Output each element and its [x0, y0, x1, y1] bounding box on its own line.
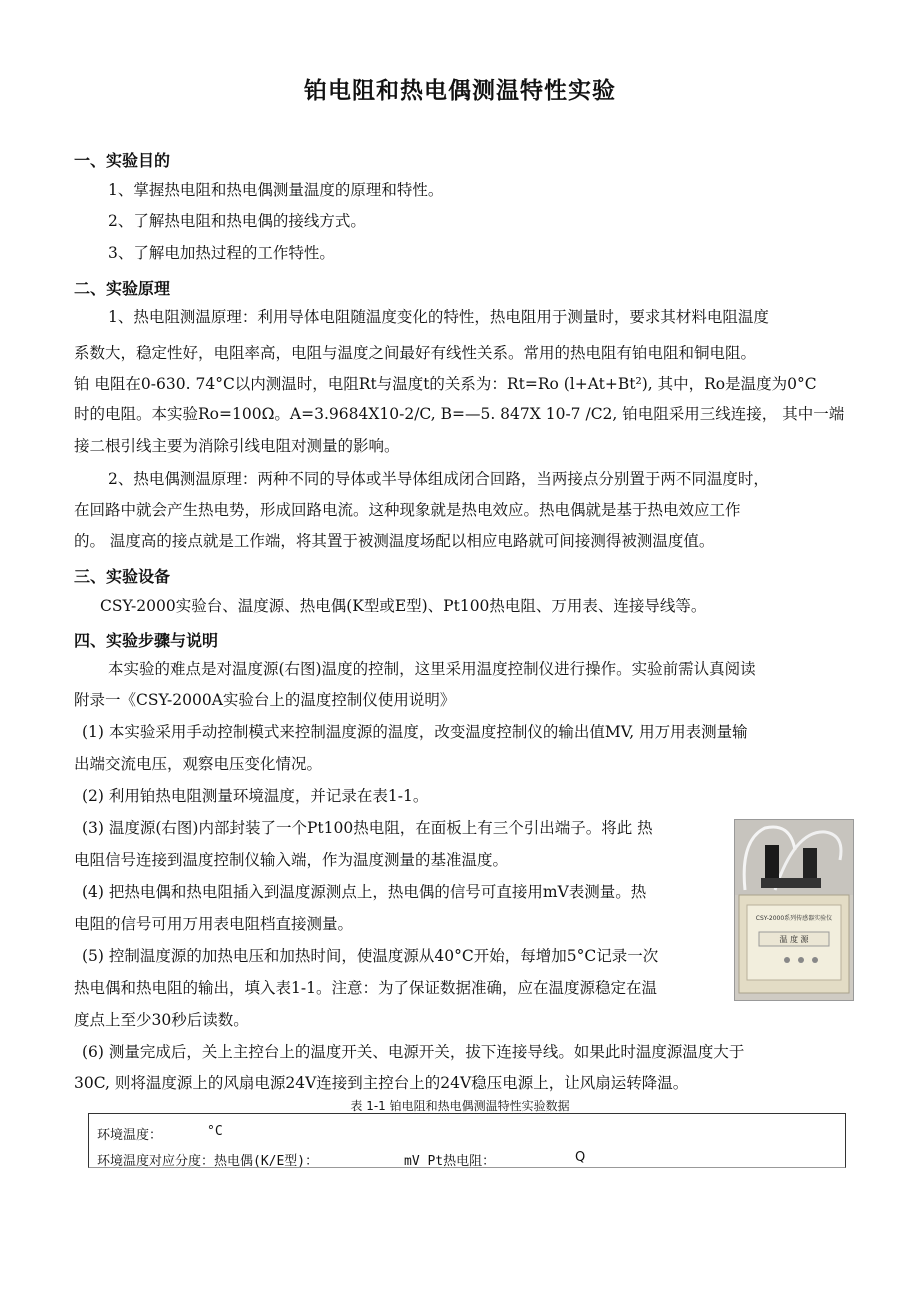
steps-line: (5) 控制温度源的加热电压和加热时间，使温度源从40°C开始，每增加5°C记录一次 — [82, 947, 659, 965]
temperature-source-photo — [734, 819, 854, 1001]
steps-line: 30C, 则将温度源上的风扇电源24V连接到主控台上的24V稳压电源上，让风扇运转降温。 — [74, 1074, 689, 1092]
steps-line: 度点上至少30秒后读数。 — [74, 1011, 249, 1029]
principle-line: 时的电阻。本实验Ro=100Ω。A=3.9684X10-2/C, B=—5. 847X 10-7 /C2, 铂电阻采用三线连接， 其中一端 — [74, 405, 845, 423]
principle-line: 2、热电偶测温原理：两种不同的导体或半导体组成闭合回路，当两接点分别置于两不同温度时， — [108, 470, 769, 488]
terminal-icon — [812, 957, 818, 963]
steps-line: (3) 温度源(右图)内部封装了一个Pt100热电阻，在面板上有三个引出端子。将此 热 — [82, 819, 653, 837]
terminal-icon — [798, 957, 804, 963]
purpose-item: 2、了解热电阻和热电偶的接线方式。 — [108, 212, 366, 230]
terminal-icon — [784, 957, 790, 963]
principle-line: 的。 温度高的接点就是工作端，将其置于被测温度场配以相应电路就可间接测得被测温度值。 — [74, 532, 715, 550]
table-caption: 表 1-1 铂电阻和热电偶测温特性实验数据 — [350, 1099, 570, 1113]
steps-line: 本实验的难点是对温度源(右图)温度的控制，这里采用温度控制仪进行操作。实验前需认真阅读 — [108, 660, 756, 678]
pt-resistor-label: mV Pt热电阻： — [404, 1154, 496, 1169]
ambient-temp-unit: °C — [207, 1124, 223, 1139]
ohm-unit: Q — [575, 1150, 586, 1165]
temperature-source-illustration — [735, 820, 853, 1000]
ambient-division-label: 环境温度对应分度：热电偶(K/E型)： — [97, 1154, 319, 1169]
principle-line: 在回路中就会产生热电势，形成回路电流。这种现象就是热电效应。热电偶就是基于热电效应工作 — [74, 501, 741, 519]
purpose-item: 1、掌握热电阻和热电偶测量温度的原理和特性。 — [108, 181, 444, 199]
section-heading-purpose: 一、实验目的 — [74, 151, 171, 170]
steps-line: (2) 利用铂热电阻测量环境温度，并记录在表1-1。 — [82, 787, 429, 805]
steps-line: (1) 本实验采用手动控制模式来控制温度源的温度，改变温度控制仪的输出值MV, 用万用表测量输 — [82, 723, 748, 741]
ambient-temp-label: 环境温度： — [97, 1128, 163, 1143]
steps-line: 电阻的信号可用万用表电阻档直接测量。 — [74, 915, 354, 933]
section-heading-equipment: 三、实验设备 — [74, 567, 171, 586]
data-table — [88, 1113, 846, 1168]
section-heading-steps: 四、实验步骤与说明 — [74, 631, 219, 650]
principle-line: 接二根引线主要为消除引线电阻对测量的影响。 — [74, 437, 400, 455]
steps-line: 出端交流电压，观察电压变化情况。 — [74, 755, 323, 773]
steps-line: 附录一《CSY-2000A实验台上的温度控制仪使用说明》 — [74, 691, 456, 709]
steps-line: 热电偶和热电阻的输出，填入表1-1。注意：为了保证数据准确，应在温度源稳定在温 — [74, 979, 657, 997]
principle-line: 1、热电阻测温原理：利用导体电阻随温度变化的特性，热电阻用于测量时，要求其材料电阻温度 — [108, 308, 769, 326]
steps-line: 电阻信号连接到温度控制仪输入端，作为温度测量的基准温度。 — [74, 851, 509, 869]
page-title: 铂电阻和热电偶测温特性实验 — [304, 78, 616, 104]
principle-line: 系数大，稳定性好，电阻率高，电阻与温度之间最好有线性关系。常用的热电阻有铂电阻和铜电阻。 — [74, 344, 757, 362]
purpose-item: 3、了解电加热过程的工作特性。 — [108, 244, 335, 262]
equipment-text: CSY-2000实验台、温度源、热电偶(K型或E型)、Pt100热电阻、万用表、连接导线等。 — [100, 597, 707, 615]
principle-line: 铂 电阻在0-630. 74°C以内测温时，电阻Rt与温度t的关系为：Rt=Ro (l+At+Bt²), 其中，Ro是温度为0°C — [74, 375, 817, 393]
device-label: 温 度 源 — [779, 935, 809, 944]
section-heading-principle: 二、实验原理 — [74, 279, 171, 298]
steps-line: (4) 把热电偶和热电阻插入到温度源测点上，热电偶的信号可直接用mV表测量。热 — [82, 883, 647, 901]
panel-label: CSY-2000系列传感器实验仪 — [755, 915, 833, 922]
steps-line: (6) 测量完成后，关上主控台上的温度开关、电源开关，拔下连接导线。如果此时温度源温度大于 — [82, 1043, 745, 1061]
